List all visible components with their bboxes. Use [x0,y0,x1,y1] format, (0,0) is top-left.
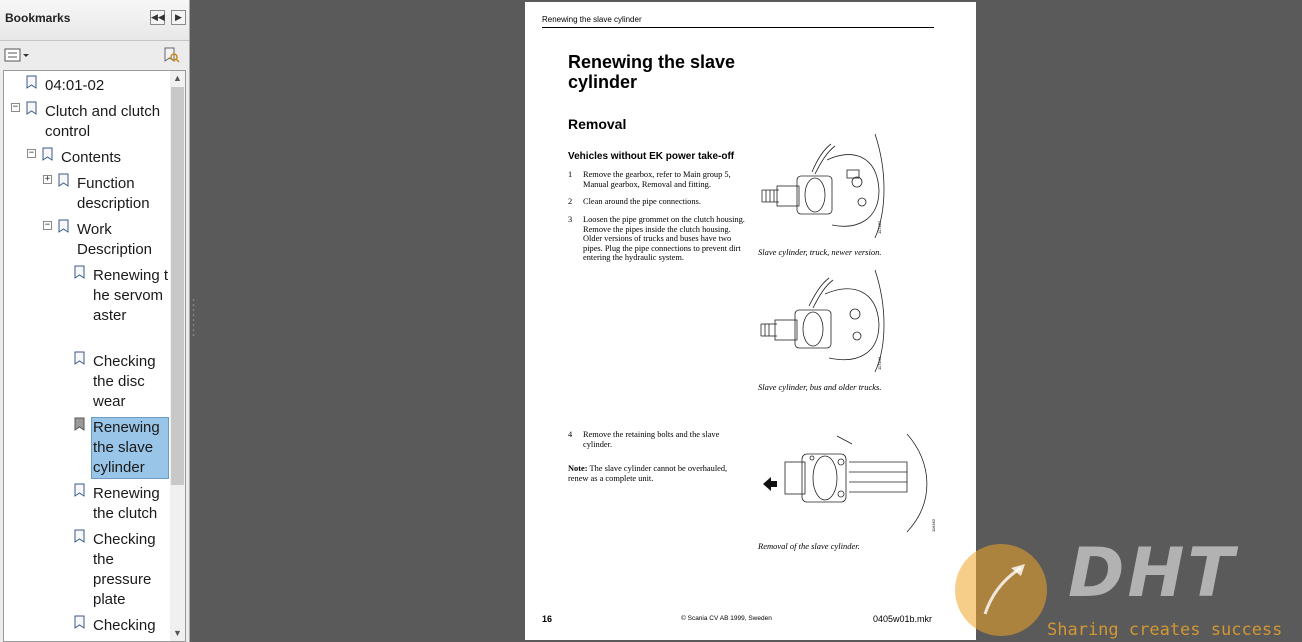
step-item: 3 Loosen the pipe grommet on the clutch housing. Remove the pipes inside the clutch housing. Older versions of trucks and buses have two pipes. Plug the pipe connections to prevent dirt entering the hydraulic system. [568,215,745,263]
bookmarks-panel [0,0,190,642]
slave-cylinder-bus-figure [757,266,887,376]
bookmark-item[interactable]: Checking the disc wear [93,353,156,410]
running-header: Renewing the slave cylinder [542,15,642,24]
header-rule [542,27,934,28]
bookmark-item[interactable]: Renewing the clutch [93,485,160,522]
copyright: © Scania CV AB 1999, Sweden [681,615,772,622]
slave-cylinder-removal-figure [757,432,942,534]
file-name: 0405w01b.mkr [873,614,933,624]
bookmark-icon [74,615,85,629]
slave-cylinder-truck-figure [757,130,887,242]
bookmark-icon [74,529,85,543]
bookmark-icon [74,483,85,497]
bookmark-icon [42,147,53,161]
expand-toggle[interactable]: + [44,174,51,184]
scroll-thumb[interactable] [171,87,184,485]
figure-id: 117444 [877,356,882,370]
bookmark-tree [3,70,186,642]
bookmarks-toolbar [0,41,189,70]
scroll-down-arrow-icon[interactable]: ▼ [173,628,182,638]
bookmark-item[interactable]: Checking the pressure plate [93,531,156,608]
bookmark-item-selected[interactable]: Renewing the slave cylinder [92,418,168,478]
bookmark-icon [74,417,85,431]
watermark-arrow-icon [955,544,1047,636]
bookmark-item[interactable]: 04:01-02 [45,77,105,94]
bookmark-icon [74,351,85,365]
bookmark-item[interactable]: Clutch and clutch control [45,103,161,140]
bookmarks-header [0,0,189,41]
collapse-toggle[interactable]: − [44,220,51,230]
figure-caption: Slave cylinder, bus and older trucks. [758,382,882,392]
find-bookmark-button[interactable] [162,46,180,64]
subsection-heading: Vehicles without EK power take-off [568,151,735,162]
bookmark-icon [58,173,69,187]
figure-id: 117427 [877,220,882,234]
options-list-icon [4,47,30,63]
step-item: 2 Clean around the pipe connections. [568,197,701,206]
watermark-logo-circle [955,544,1047,636]
collapse-toggle[interactable]: − [12,102,19,112]
watermark-slogan: Sharing creates success [1047,620,1283,640]
bookmarks-title: Bookmarks [5,11,71,25]
options-menu-button[interactable] [4,47,30,63]
bookmark-icon [26,75,37,89]
bookmark-item[interactable]: Checking [93,617,156,634]
document-page [525,2,976,640]
collapse-panel-button[interactable]: ◀◀ [150,10,165,25]
expand-panel-button[interactable]: ▶ [171,10,186,25]
bookmark-scrollbar[interactable] [170,71,185,641]
watermark-brand: DHT [1068,534,1237,613]
step-item: 1 Remove the gearbox, refer to Main group 5, Manual gearbox, Removal and fitting. [568,170,731,189]
note: Note: The slave cylinder cannot be overhauled, renew as a complete unit. [568,464,728,483]
bookmark-item[interactable]: Contents [61,149,122,166]
bookmark-item[interactable]: Renewing the servomaster [93,267,169,324]
page-number: 16 [542,614,553,624]
find-bookmark-icon [162,46,180,64]
figure-caption: Slave cylinder, truck, newer version. [758,247,882,257]
figure-caption: Removal of the slave cylinder. [758,541,860,551]
section-heading: Removal [568,116,627,132]
figure-id: 116462 [931,518,936,532]
bookmark-icon [74,265,85,279]
panel-splitter-grip[interactable] [192,295,195,345]
scroll-up-arrow-icon[interactable]: ▲ [173,73,182,83]
page-title: Renewing the slave cylinder [568,52,736,92]
bookmark-icon [26,101,37,115]
bookmark-item[interactable]: Function description [77,175,150,212]
bookmark-item[interactable]: Work Description [77,221,153,258]
step-item: 4 Remove the retaining bolts and the slave cylinder. [568,430,720,449]
collapse-toggle[interactable]: − [28,148,35,158]
arrow-left-icon [763,477,777,491]
bookmark-icon [58,219,69,233]
